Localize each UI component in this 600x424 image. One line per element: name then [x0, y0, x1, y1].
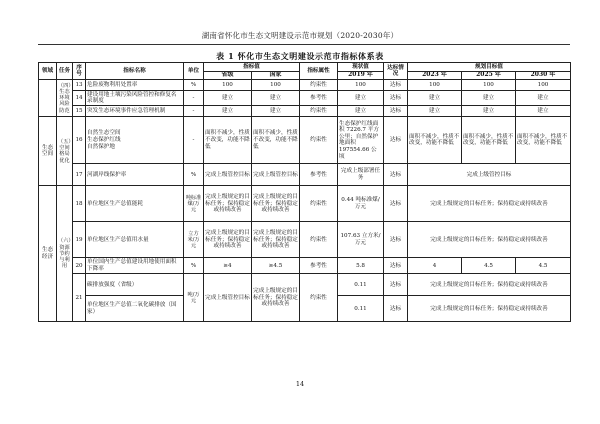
header-plan-2025: 2025 年 [462, 71, 516, 80]
plan-2025-cell: 建立 [462, 106, 516, 117]
table-row [39, 80, 571, 91]
header-task: 任务 [57, 63, 73, 80]
province-target-cell: 建立 [204, 91, 252, 106]
attr-cell: 约束性 [300, 80, 338, 91]
status-cell: 生态保护红线面积 7226.7 平方公里；自然保护地面积 197554.66 公顷 [338, 117, 384, 164]
province-target-cell: 建立 [204, 106, 252, 117]
task-cell: （四）生态环境风险防范 [57, 80, 73, 117]
indicator-cell: 单位地区生产总值二氧化碳排放（国家） [86, 296, 184, 322]
domain-cell: 生态空间 [39, 117, 57, 186]
plan-2030-cell: 建立 [516, 91, 571, 106]
attr-cell: 约束性 [300, 274, 338, 322]
unit-cell: - [184, 117, 204, 164]
indicator-cell: 自然生态空间 生态保护红线 自然保护地 [86, 117, 184, 164]
plan-merged-cell: 完成上级规定的目标任务；保持稳定或持续改善 [408, 186, 571, 222]
attr-cell: 参考性 [300, 91, 338, 106]
plan-2030-cell: 4.5 [516, 258, 571, 274]
status-cell: 建立 [338, 106, 384, 117]
plan-2030-cell: 100 [516, 80, 571, 91]
plan-2023-cell: 面积不减少，性质不改变，功能不降低 [408, 117, 462, 164]
province-target-cell: 100 [204, 80, 252, 91]
seq-cell: 21 [73, 274, 86, 322]
page-number: 14 [295, 380, 305, 388]
table-row [39, 186, 571, 222]
province-target-cell: 完成上级规定的目标任务；保持稳定或持续改善 [204, 186, 252, 222]
nation-target-cell: 建立 [252, 106, 300, 117]
nation-target-cell: 完成上级规定的目标任务；保持稳定或持续改善 [252, 222, 300, 258]
table-row [39, 274, 571, 296]
nation-target-cell: 建立 [252, 91, 300, 106]
seq-cell: 16 [73, 117, 86, 164]
plan-merged-cell: 完成上级规定的目标任务；保持稳定或持续改善 [408, 296, 571, 322]
unit-cell: - [184, 91, 204, 106]
status-cell: 107.63 立方米/万元 [338, 222, 384, 258]
plan-2025-cell: 建立 [462, 91, 516, 106]
plan-2023-cell: 4 [408, 258, 462, 274]
indicator-cell: 突发生态环境事件应急管理机制 [86, 106, 184, 117]
reach-cell: 达标 [384, 106, 408, 117]
header-plan-2023: 2023 年 [408, 71, 462, 80]
seq-cell: 19 [73, 222, 86, 258]
nation-target-cell: 完成上级规定的目标任务；保持稳定或持续改善 [252, 186, 300, 222]
header-status-year: 2019 年 [338, 71, 384, 80]
unit-cell: 吨标准煤/万元 [184, 186, 204, 222]
header-reach: 达标情况 [384, 63, 408, 80]
attr-cell: 参考性 [300, 164, 338, 186]
province-target-cell: 完成上级管控目标 [204, 164, 252, 186]
header-domain: 领域 [39, 63, 57, 80]
province-target-cell: 完成上级规定的目标任务；保持稳定或持续改善 [204, 222, 252, 258]
status-cell: 0.44 吨标准煤/万元 [338, 186, 384, 222]
plan-merged-cell: 完成上级管控目标 [408, 164, 571, 186]
indicator-cell: 建设用地土壤污染风险管控和修复名录制度 [86, 91, 184, 106]
indicator-table [38, 62, 571, 322]
table-header-row [39, 63, 571, 72]
nation-target-cell: 100 [252, 80, 300, 91]
attr-cell: 约束性 [300, 117, 338, 164]
table-row [39, 117, 571, 164]
indicator-cell: 单位地区生产总值能耗 [86, 186, 184, 222]
status-cell: 建立 [338, 91, 384, 106]
running-header: 湖南省怀化市生态文明建设示范市规划（2020-2030年） [201, 31, 399, 40]
seq-cell: 13 [73, 80, 86, 91]
table-row [39, 164, 571, 186]
table-row [39, 91, 571, 106]
task-cell: （六）资源节约与利用 [57, 186, 73, 322]
header-rule [38, 44, 570, 45]
nation-target-cell: 完成上级管控目标 [252, 164, 300, 186]
plan-2023-cell: 建立 [408, 91, 462, 106]
header-target: 指标值 [204, 63, 300, 72]
header-unit: 单位 [184, 63, 204, 80]
table-caption: 表 1 怀化市生态文明建设示范市指标体系表 [216, 51, 384, 61]
reach-cell: 达标 [384, 117, 408, 164]
status-cell: 0.11 [338, 296, 384, 322]
table-row [39, 258, 571, 274]
unit-cell: % [184, 164, 204, 186]
header-status: 现状值 [338, 63, 384, 72]
header-target-province: 省级 [204, 71, 252, 80]
unit-cell: 立方米/万元 [184, 222, 204, 258]
header-plan-2030: 2030 年 [516, 71, 571, 80]
unit-cell: % [184, 258, 204, 274]
plan-2030-cell: 建立 [516, 106, 571, 117]
reach-cell: 达标 [384, 296, 408, 322]
reach-cell: 达标 [384, 222, 408, 258]
table-row [39, 222, 571, 258]
table-row [39, 106, 571, 117]
seq-cell: 15 [73, 106, 86, 117]
header-plan: 规划目标值 [408, 63, 571, 72]
indicator-cell: 单位国内生产总值建设用地使用面积下降率 [86, 258, 184, 274]
indicator-cell: 河湖岸线保护率 [86, 164, 184, 186]
province-target-cell: 完成上级管控目标 [204, 274, 252, 322]
seq-cell: 17 [73, 164, 86, 186]
reach-cell: 达标 [384, 274, 408, 296]
seq-cell: 20 [73, 258, 86, 274]
header-indicator: 指标名称 [86, 63, 184, 80]
nation-target-cell: 完成上级规定的目标任务；保持稳定或持续改善 [252, 274, 300, 322]
header-target-nation: 国家 [252, 71, 300, 80]
seq-cell: 18 [73, 186, 86, 222]
plan-2025-cell: 4.5 [462, 258, 516, 274]
attr-cell: 参考性 [300, 258, 338, 274]
plan-merged-cell: 完成上级规定的目标任务；保持稳定或持续改善 [408, 274, 571, 296]
unit-cell: 吨/万元 [184, 274, 204, 322]
plan-2025-cell: 100 [462, 80, 516, 91]
nation-target-cell: 面积不减少，性质不改变，功能不降低 [252, 117, 300, 164]
status-cell: 100 [338, 80, 384, 91]
province-target-cell: 面积不减少，性质不改变，功能不降低 [204, 117, 252, 164]
reach-cell: 达标 [384, 164, 408, 186]
indicator-cell: 单位地区生产总值用水量 [86, 222, 184, 258]
status-cell: 5.8 [338, 258, 384, 274]
domain-cell: 生态经济 [39, 186, 57, 322]
reach-cell: 达标 [384, 80, 408, 91]
header-seq: 序号 [73, 63, 86, 80]
nation-target-cell: ≥4.5 [252, 258, 300, 274]
plan-2030-cell: 面积不减少，性质不改变，功能不降低 [516, 117, 571, 164]
task-cell: （五）空间格局优化 [57, 117, 73, 186]
domain-cell-blank [39, 80, 57, 117]
header-attr: 指标属性 [300, 63, 338, 80]
status-cell: 完成上级部署任务 [338, 164, 384, 186]
attr-cell: 约束性 [300, 106, 338, 117]
province-target-cell: ≥4 [204, 258, 252, 274]
reach-cell: 达标 [384, 186, 408, 222]
seq-cell: 14 [73, 91, 86, 106]
reach-cell: 达标 [384, 258, 408, 274]
plan-2025-cell: 面积不减少，性质不改变，功能不降低 [462, 117, 516, 164]
attr-cell: 约束性 [300, 222, 338, 258]
unit-cell: - [184, 106, 204, 117]
plan-2023-cell: 建立 [408, 106, 462, 117]
reach-cell: 达标 [384, 91, 408, 106]
indicator-cell: 危险废物利用处置率 [86, 80, 184, 91]
status-cell: 0.11 [338, 274, 384, 296]
plan-2023-cell: 100 [408, 80, 462, 91]
indicator-cell: 碳排放强度（省级） [86, 274, 184, 296]
unit-cell: % [184, 80, 204, 91]
attr-cell: 约束性 [300, 186, 338, 222]
plan-merged-cell: 完成上级规定的目标任务；保持稳定或持续改善 [408, 222, 571, 258]
